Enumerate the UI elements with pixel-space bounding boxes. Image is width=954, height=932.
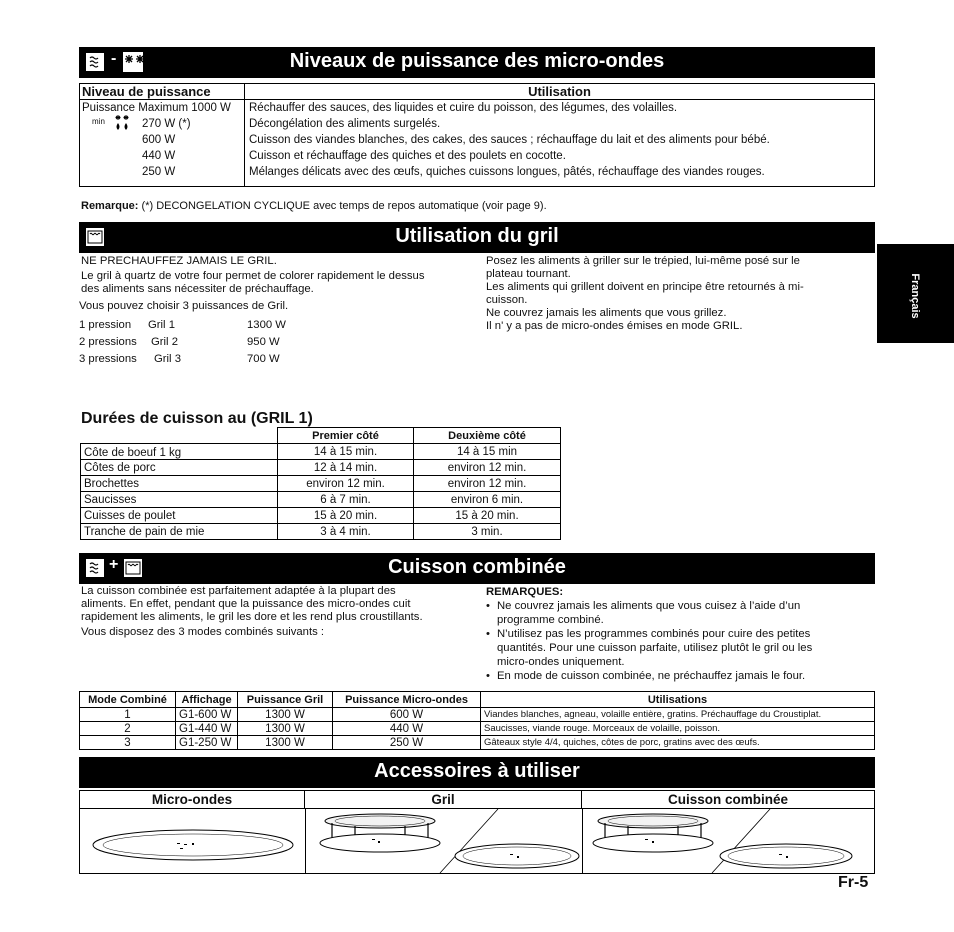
display: G1-250 W (176, 736, 238, 750)
use-600: Cuisson des viandes blanches, des cakes, des sauces ; réchauffage du lait et des aliments pour bébé. (249, 134, 770, 146)
language-label: Français (909, 273, 921, 319)
use-270: Décongélation des aliments surgelés. (249, 118, 441, 130)
use-250: Mélanges délicats avec des œufs, quiches cuissons longues, pâtés, réchauffage des viandes rouges. (249, 166, 765, 178)
remark-item (486, 627, 812, 669)
table-row (80, 708, 875, 722)
second-side: environ 6 min. (414, 492, 561, 508)
gril-1: Gril 1 (148, 319, 175, 331)
level-440: 440 W (142, 150, 176, 162)
col-mode: Mode Combiné (80, 692, 176, 708)
grill-right-4: cuisson. (486, 294, 528, 306)
food: Tranche de pain de mie (81, 524, 278, 540)
food: Cuisses de poulet (81, 508, 278, 524)
uses-cell (245, 100, 875, 187)
table-row (81, 476, 561, 492)
col-header-use: Utilisation (245, 84, 875, 100)
rack-on-turntable-icon (593, 814, 713, 852)
section-power-levels-header (79, 47, 875, 78)
first-side: 15 à 20 min. (278, 508, 414, 524)
food: Côtes de porc (81, 460, 278, 476)
grill-power: 1300 W (238, 708, 333, 722)
page-number: Fr-5 (838, 874, 869, 891)
remark-text: micro-ondes uniquement. (497, 656, 625, 668)
combo-line-2: aliments. En effet, pendant que la puissance des micro-ondes cuit (81, 598, 411, 610)
level-max: Puissance Maximum 1000 W (82, 102, 231, 114)
rack-on-turntable-icon (320, 814, 440, 852)
table-row (80, 722, 875, 736)
press-2: 2 pressions (79, 336, 137, 348)
grill-right-text (486, 255, 804, 333)
section-title: Accessoires à utiliser (374, 760, 580, 782)
grill-line-2: Le gril à quartz de votre four permet de colorer rapidement le dessus (81, 270, 425, 282)
second-side: 15 à 20 min. (414, 508, 561, 524)
section-title: Niveaux de puissance des micro-ondes (289, 50, 665, 72)
gril-2: Gril 2 (151, 336, 178, 348)
accessories-illustration (80, 809, 874, 873)
micro-power: 600 W (333, 708, 481, 722)
remark-text: (*) DECONGELATION CYCLIQUE avec temps de repos automatique (voir page 9). (141, 200, 547, 212)
level-250: 250 W (142, 166, 176, 178)
bullet: • (486, 670, 490, 682)
remark-text: programme combiné. (497, 614, 604, 626)
combination-remarks (486, 585, 812, 683)
food: Saucisses (81, 492, 278, 508)
levels-cell (80, 100, 245, 187)
section-accessories-header (79, 757, 875, 788)
remark-text: quantités. Pour une cuisson parfaite, utilisez plutôt le gril ou les (497, 642, 813, 654)
use-440: Cuisson et réchauffage des quiches et des poulets en cocotte. (249, 150, 566, 162)
col-micro-power: Puissance Micro-ondes (333, 692, 481, 708)
combination-intro (81, 585, 423, 639)
remark-item (486, 599, 812, 627)
power-2: 950 W (247, 336, 280, 348)
grill-right-2: plateau tournant. (486, 268, 571, 280)
section-title: Utilisation du gril (395, 225, 559, 247)
grill-levels (79, 317, 309, 368)
section-combination-header (79, 553, 875, 584)
uses: Saucisses, viande rouge. Morceaux de volaille, poisson. (481, 722, 875, 736)
display: G1-600 W (176, 708, 238, 722)
first-side: 6 à 7 min. (278, 492, 414, 508)
grill-line-4: Vous pouvez choisir 3 puissances de Gril. (79, 300, 289, 312)
first-side: environ 12 min. (278, 476, 414, 492)
defrost-icon (114, 114, 130, 137)
turntable-icon (455, 844, 579, 868)
first-side: 12 à 14 min. (278, 460, 414, 476)
uses: Gâteaux style 4/4, quiches, côtes de porc, gratins avec des œufs. (481, 736, 875, 750)
grill-right-6: Il n' y a pas de micro-ondes émises en mode GRIL. (486, 320, 743, 332)
durations-title: Durées de cuisson au (GRIL 1) (81, 410, 313, 427)
combo-line-1: La cuisson combinée est parfaitement adaptée à la plupart des (81, 585, 396, 597)
bullet: • (486, 600, 490, 612)
remarks-title: REMARQUES: (486, 586, 564, 598)
second-side: environ 12 min. (414, 476, 561, 492)
remark (81, 200, 547, 212)
remark-label: Remarque: (81, 200, 139, 212)
display: G1-440 W (176, 722, 238, 736)
col-grill: Gril (305, 791, 582, 809)
grill-power: 1300 W (238, 722, 333, 736)
second-side: environ 12 min. (414, 460, 561, 476)
remark-text: En mode de cuisson combinée, ne préchauffez jamais le four. (497, 670, 806, 682)
table-row (81, 524, 561, 540)
combination-table (79, 691, 875, 750)
micro-power: 250 W (333, 736, 481, 750)
combo-line-4: Vous disposez des 3 modes combinés suivants : (81, 626, 325, 638)
table-row (80, 736, 875, 750)
col-grill-power: Puissance Gril (238, 692, 333, 708)
food: Brochettes (81, 476, 278, 492)
food: Côte de boeuf 1 kg (81, 444, 278, 460)
table-row (81, 444, 561, 460)
grill-line-1: NE PRECHAUFFEZ JAMAIS LE GRIL. (81, 255, 277, 267)
grill-right-5: Ne couvrez jamais les aliments que vous grillez. (486, 307, 727, 319)
micro-power: 440 W (333, 722, 481, 736)
turntable-icon (93, 830, 293, 860)
col-second-side: Deuxième côté (414, 428, 561, 444)
power-levels-table (79, 83, 875, 187)
uses: Viandes blanches, agneau, volaille entière, gratins. Préchauffage du Croustiplat. (481, 708, 875, 722)
grill-power: 1300 W (238, 736, 333, 750)
grill-right-1: Posez les aliments à griller sur le trépied, lui-même posé sur le (486, 255, 800, 267)
remark-item (486, 669, 812, 683)
level-270: 270 W (*) (142, 118, 191, 130)
icon-dash: - (111, 50, 117, 67)
remark-text: N’utilisez pas les programmes combinés pour cuire des petites (497, 628, 811, 640)
table-row (81, 508, 561, 524)
mode: 3 (80, 736, 176, 750)
press-1: 1 pression (79, 319, 132, 331)
col-microwave: Micro-ondes (80, 791, 305, 809)
language-tab (877, 244, 954, 343)
durations-table (80, 427, 561, 540)
table-row (81, 492, 561, 508)
mode: 2 (80, 722, 176, 736)
first-side: 3 à 4 min. (278, 524, 414, 540)
col-uses: Utilisations (481, 692, 875, 708)
level-600: 600 W (142, 134, 176, 146)
durations-blank-header (81, 428, 278, 444)
grill-right-3: Les aliments qui grillent doivent en principe être retournés à mi- (486, 281, 804, 293)
combo-line-3: rapidement les aliments, le gril les dore et les rend plus croustillants. (81, 611, 423, 623)
col-header-level: Niveau de puissance (80, 84, 245, 100)
second-side: 14 à 15 min (414, 444, 561, 460)
col-combination: Cuisson combinée (582, 791, 874, 809)
min-label: min (92, 117, 105, 126)
col-first-side: Premier côté (278, 428, 414, 444)
press-3: 3 pressions (79, 353, 137, 365)
section-grill-header (79, 222, 875, 253)
bullet: • (486, 628, 490, 640)
grill-intro (81, 255, 424, 313)
first-side: 14 à 15 min. (278, 444, 414, 460)
section-title: Cuisson combinée (388, 556, 566, 578)
gril-3: Gril 3 (154, 353, 181, 365)
table-row (81, 460, 561, 476)
turntable-icon (720, 844, 852, 868)
accessories-table (79, 790, 875, 874)
col-display: Affichage (176, 692, 238, 708)
second-side: 3 min. (414, 524, 561, 540)
remark-text: Ne couvrez jamais les aliments que vous cuisez à l’aide d’un (497, 600, 801, 612)
icon-plus: + (109, 556, 119, 573)
mode: 1 (80, 708, 176, 722)
use-max: Réchauffer des sauces, des liquides et cuire du poisson, des légumes, des volailles. (249, 102, 678, 114)
power-3: 700 W (247, 353, 280, 365)
power-1: 1300 W (247, 319, 286, 331)
grill-line-3: des aliments sans nécessiter de préchauffage. (81, 283, 314, 295)
